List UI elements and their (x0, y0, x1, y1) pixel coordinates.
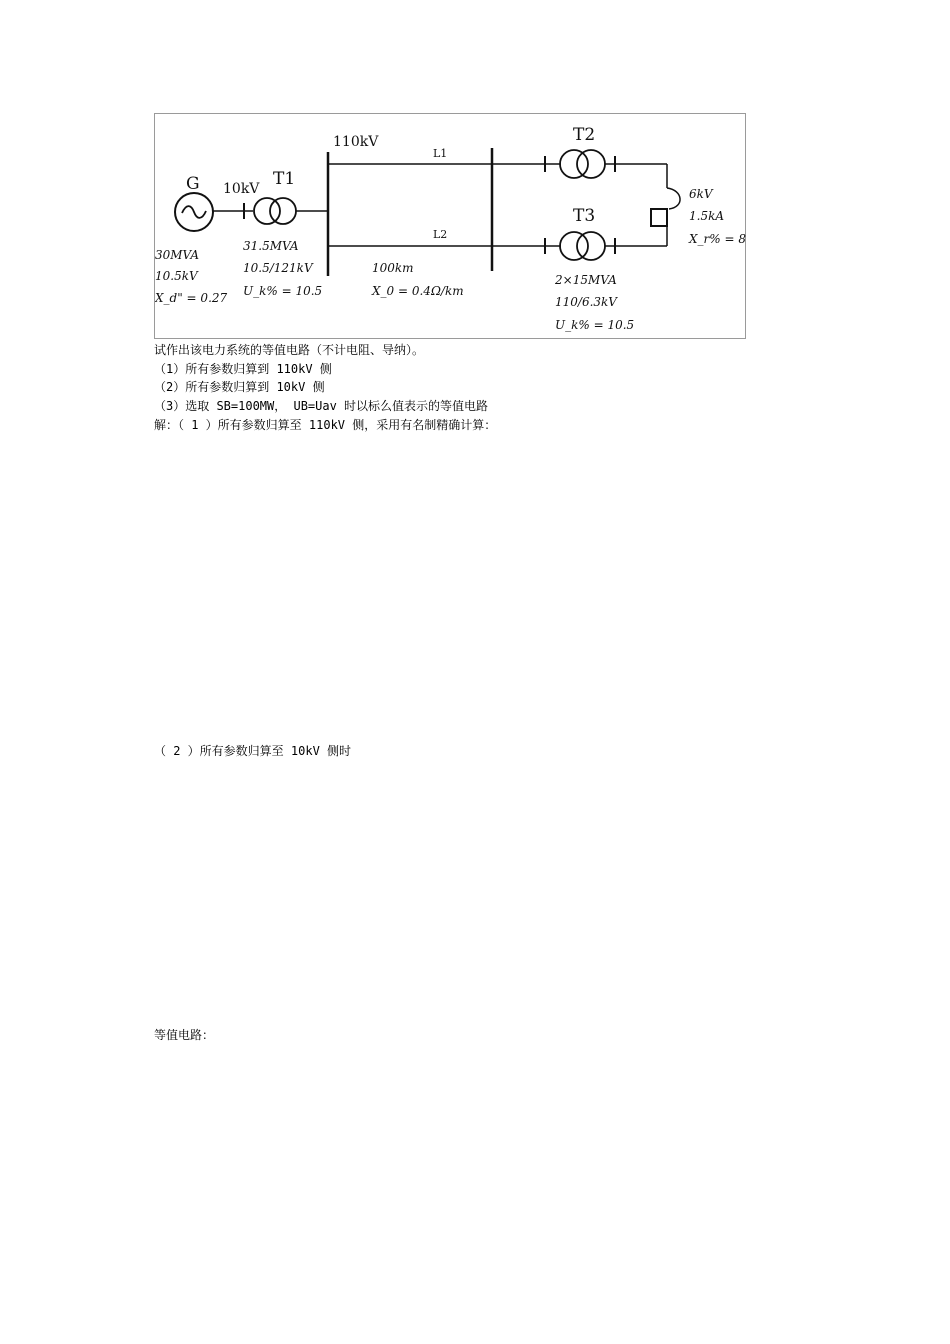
bus-voltage-label: 110kV (333, 134, 379, 150)
reactor-param-3: X_r% = 8 (689, 232, 746, 246)
question-item-2: （2）所有参数归算到 10kV 侧 (154, 380, 325, 394)
one-line-diagram-svg (155, 114, 747, 340)
solution-part-2: （ 2 ）所有参数归算至 10kV 侧时 (154, 744, 352, 758)
gen-param-2: 10.5kV (155, 269, 198, 283)
gen-voltage-label: 10kV (223, 181, 260, 197)
t1-param-2: 10.5/121kV (243, 261, 313, 275)
gen-param-1: 30MVA (155, 248, 200, 262)
t1-param-3: U_k% = 10.5 (243, 284, 323, 298)
line-param-1: 100km (372, 261, 414, 275)
t23-param-1: 2×15MVA (555, 273, 617, 287)
t23-param-2: 110/6.3kV (555, 295, 617, 309)
question-item-3: （3）选取 SB=100MW， UB=Uav 时以标么值表示的等值电路 (154, 399, 489, 413)
t1-winding-1 (254, 198, 280, 224)
reactor-core (651, 209, 667, 226)
t3-winding-1 (560, 232, 588, 260)
t2-winding-2 (577, 150, 605, 178)
t1-param-1: 31.5MVA (243, 239, 299, 253)
t1-winding-2 (270, 198, 296, 224)
reactor-param-2: 1.5kA (689, 209, 725, 223)
question-item-1: （1）所有参数归算到 110kV 侧 (154, 362, 332, 376)
question-text: 试作出该电力系统的等值电路（不计电阻、导纳）。 (154, 343, 425, 357)
l2-label: L2 (433, 228, 448, 241)
t1-label: T1 (273, 169, 296, 189)
t2-winding-1 (560, 150, 588, 178)
l1-label: L1 (433, 147, 448, 160)
power-system-diagram (154, 113, 746, 339)
line-param-2: X_0 = 0.4Ω/km (372, 284, 464, 298)
t3-winding-2 (577, 232, 605, 260)
gen-param-3: X_d" = 0.27 (155, 291, 228, 305)
t2-label: T2 (573, 125, 596, 145)
solution-part-1: 解：（ 1 ）所有参数归算至 110kV 侧，采用有名制精确计算： (154, 418, 497, 432)
reactor-param-1: 6kV (689, 187, 713, 201)
ac-wave-icon (182, 206, 206, 218)
t23-param-3: U_k% = 10.5 (555, 318, 635, 332)
reactor-symbol (667, 188, 680, 209)
t3-label: T3 (573, 206, 596, 226)
equivalent-circuit-heading: 等值电路： (154, 1028, 215, 1042)
generator-label: G (186, 174, 200, 194)
